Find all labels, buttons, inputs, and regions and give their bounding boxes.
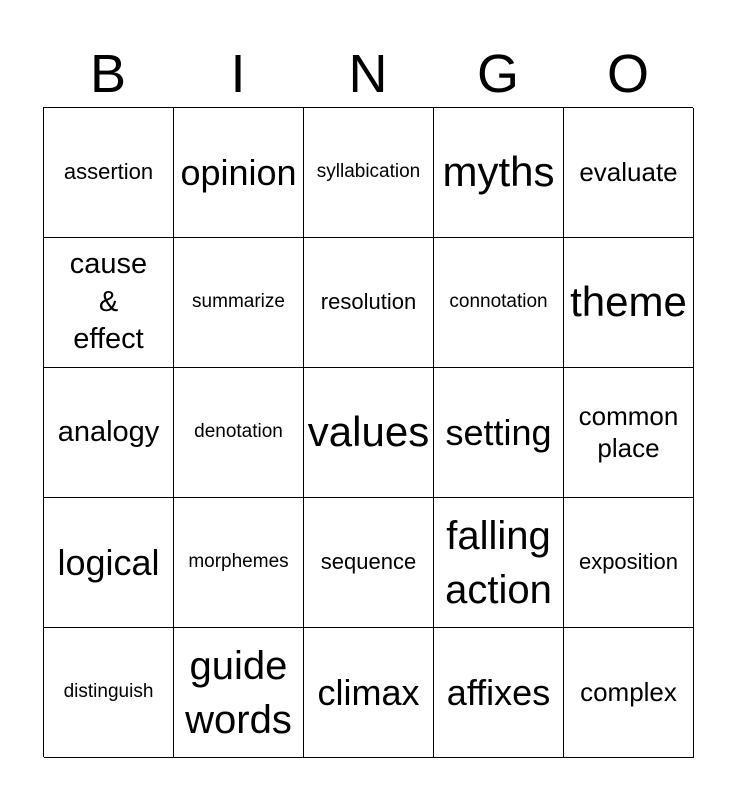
bingo-cell[interactable]: connotation [434,238,564,368]
bingo-cell[interactable]: resolution [304,238,434,368]
bingo-cell[interactable]: sequence [304,498,434,628]
bingo-cell[interactable]: cause & effect [44,238,174,368]
bingo-board [43,107,693,757]
bingo-cell[interactable]: common place [564,368,694,498]
header-letter-i: I [230,44,246,104]
bingo-cell[interactable]: falling action [434,498,564,628]
header-letter-b: B [89,44,127,104]
bingo-cell[interactable]: myths [434,108,564,238]
header-letter-n: N [348,44,388,104]
bingo-cell[interactable]: guide words [174,628,304,758]
bingo-cell[interactable]: values [304,368,434,498]
bingo-cell[interactable]: complex [564,628,694,758]
bingo-cell[interactable]: climax [304,628,434,758]
bingo-cell[interactable]: morphemes [174,498,304,628]
bingo-cell[interactable]: theme [564,238,694,368]
bingo-cell[interactable]: distinguish [44,628,174,758]
bingo-cell[interactable]: opinion [174,108,304,238]
bingo-cell[interactable]: syllabication [304,108,434,238]
bingo-cell[interactable]: analogy [44,368,174,498]
bingo-cell[interactable]: summarize [174,238,304,368]
bingo-header [43,40,693,108]
bingo-cell[interactable]: affixes [434,628,564,758]
header-letter-g: G [476,44,519,104]
header-letter-o: O [606,44,649,104]
bingo-cell[interactable]: denotation [174,368,304,498]
bingo-cell[interactable]: setting [434,368,564,498]
bingo-cell[interactable]: assertion [44,108,174,238]
bingo-cell[interactable]: logical [44,498,174,628]
bingo-cell[interactable]: exposition [564,498,694,628]
bingo-cell[interactable]: evaluate [564,108,694,238]
